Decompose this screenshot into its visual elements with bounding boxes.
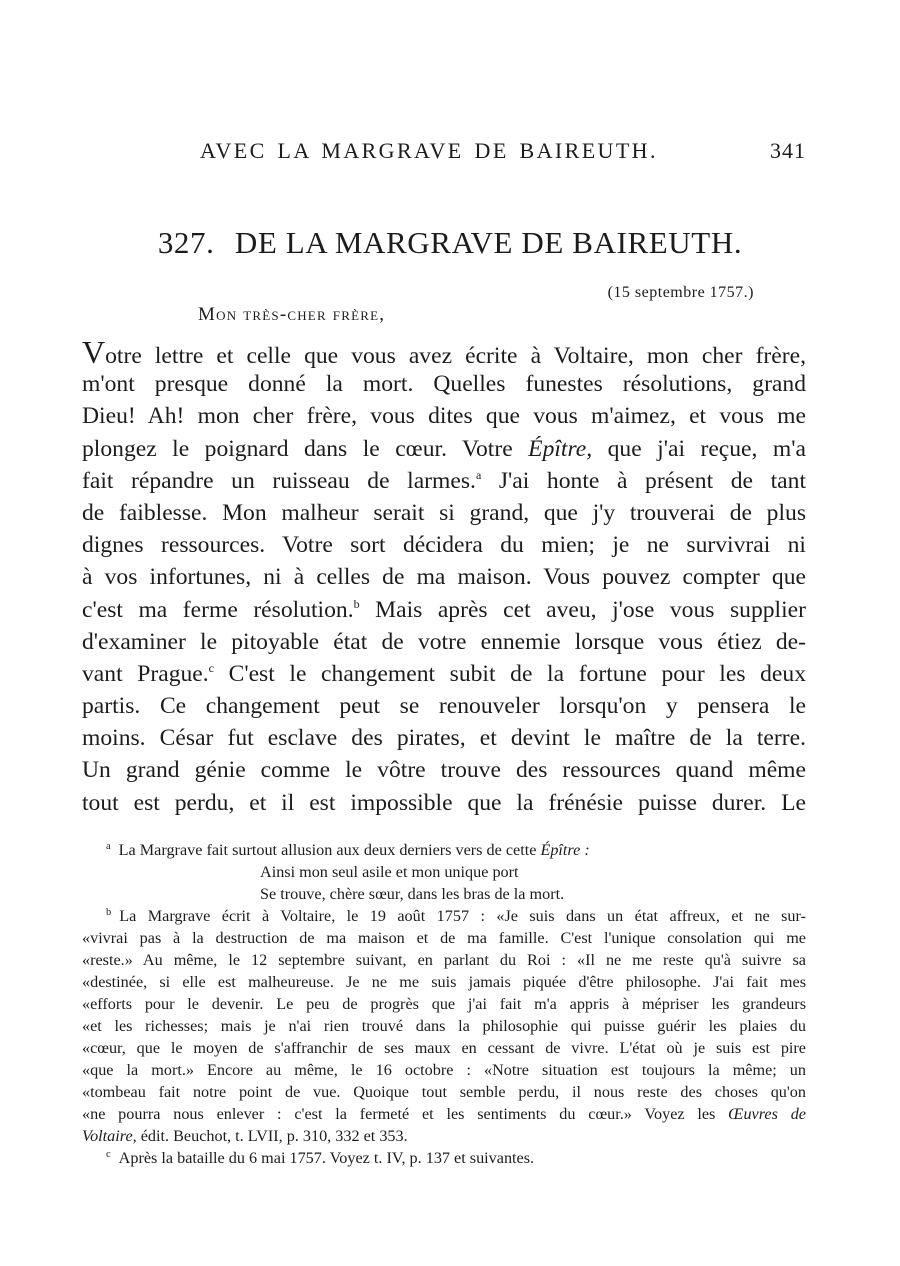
body-line: tout est perdu, et il est impossible que la frénésie puisse durer. Le — [82, 789, 806, 816]
footnote-ref-a[interactable]: a — [475, 467, 482, 482]
body-line: dignes ressources. Votre sort décidera du mien; je ne survivrai ni — [82, 532, 806, 559]
footnote-mark-b: b — [106, 906, 112, 918]
footnote-b: $^b$ La Margrave écrit à Voltaire, le 19 août 1757 : «Je suis dans un état affreux, et ne sur- — [106, 906, 806, 925]
body-line: de faiblesse. Mon malheur serait si grand, que j'y trouverai de plus — [82, 499, 806, 526]
body-line: partis. Ce changement peut se renouveler lorsqu'on y pensera le — [82, 693, 806, 720]
body-line: Votre lettre et celle que vous avez écrite à Voltaire, mon cher frère, — [82, 336, 806, 369]
salutation — [198, 304, 385, 326]
footnote-line: «reste.» Au même, le 12 septembre suivant, en parlant du Roi : «Il ne me reste qu'à suivre sa — [82, 951, 806, 969]
body-line: c'est ma ferme résolution.$^b$ Mais après cet aveu, j'ose vous supplier — [82, 596, 806, 623]
drop-cap: V — [82, 336, 106, 369]
letter-title: DE LA MARGRAVE DE BAIREUTH. — [234, 225, 743, 260]
footnote-ref-c[interactable]: c — [208, 661, 214, 676]
letter-date: (15 septembre 1757.) — [607, 284, 754, 301]
verse-line: Ainsi mon seul asile et mon unique port — [260, 863, 519, 881]
body-line: fait répandre un ruisseau de larmes.$^a$ J'ai honte à présent de tant — [82, 467, 806, 494]
footnote-line: Voltaire, édit. Beuchot, t. LVII, p. 310, 332 et 353. — [82, 1127, 408, 1145]
epitre-title: Épître, — [528, 435, 593, 462]
footnote-ref-b[interactable]: b — [353, 596, 360, 611]
letter-number: 327. — [157, 225, 215, 260]
footnote-c: $^c$ Après la bataille du 6 mai 1757. Voyez t. IV, p. 137 et suivantes. — [106, 1148, 535, 1167]
body-line: plongez le poignard dans le cœur. Votre Épître, que j'ai reçue, m'a — [82, 435, 806, 462]
footnote-line: «tombeau fait notre point de vue. Quoique tout semble perdu, il nous reste des choses qu'on — [82, 1083, 806, 1101]
body-line: vant Prague.$^c$ C'est le changement subit de la fortune pour les deux — [82, 660, 806, 687]
footnotes — [82, 839, 806, 1169]
running-title: AVEC LA MARGRAVE DE BAIREUTH. — [200, 138, 658, 163]
salutation-initial: M — [198, 304, 217, 325]
footnote-line: «ne pourra nous enlever : c'est la fermeté et les sentiments du cœur.» Voyez les Œuvres de — [82, 1105, 806, 1123]
body-line: d'examiner le pitoyable état de votre ennemie lorsque vous étiez de- — [82, 628, 806, 655]
page-number: 341 — [770, 138, 806, 163]
footnote-mark-a: a — [106, 840, 111, 852]
body-line: m'ont presque donné la mort. Quelles funestes résolutions, grand — [82, 371, 806, 398]
salutation-text: on très-cher frère, — [216, 304, 386, 325]
body-line: Dieu! Ah! mon cher frère, vous dites que vous m'aimez, et vous me — [82, 403, 806, 430]
verse-line: Se trouve, chère sœur, dans les bras de la mort. — [260, 885, 565, 903]
footnote-line: «et les richesses; mais je n'ai rien trouvé dans la philosophie qui puisse guérir les plaies du — [82, 1017, 806, 1035]
letter-body — [82, 336, 806, 819]
running-head — [0, 138, 900, 168]
letter-heading — [0, 225, 900, 261]
footnote-line: «cœur, que le moyen de s'affranchir de ses maux en cessant de vivre. L'état où je suis est pire — [82, 1039, 806, 1057]
footnote-line: «vivrai pas à la destruction de ma maison et de ma famille. C'est l'unique consolation qui me — [82, 929, 806, 947]
footnote-mark-c: c — [106, 1148, 111, 1160]
body-line: Un grand génie comme le vôtre trouve des ressources quand même — [82, 757, 806, 784]
body-line: moins. César fut esclave des pirates, et devint le maître de la terre. — [82, 725, 806, 752]
footnote-line: «destinée, si elle est malheureuse. Je ne me suis jamais piquée d'être philosophe. J'ai fait mes — [82, 973, 806, 991]
body-line: à vos infortunes, ni à celles de ma maison. Vous pouvez compter que — [82, 564, 806, 591]
footnote-a: $^a$ La Margrave fait surtout allusion aux deux derniers vers de cette Épître : — [106, 840, 590, 859]
footnote-line: «que la mort.» Encore au même, le 16 octobre : «Notre situation est toujours la même; un — [82, 1061, 806, 1079]
footnote-line: «efforts pour le devenir. Le peu de progrès que j'ai fait m'a appris à mépriser les grandeurs — [82, 995, 806, 1013]
